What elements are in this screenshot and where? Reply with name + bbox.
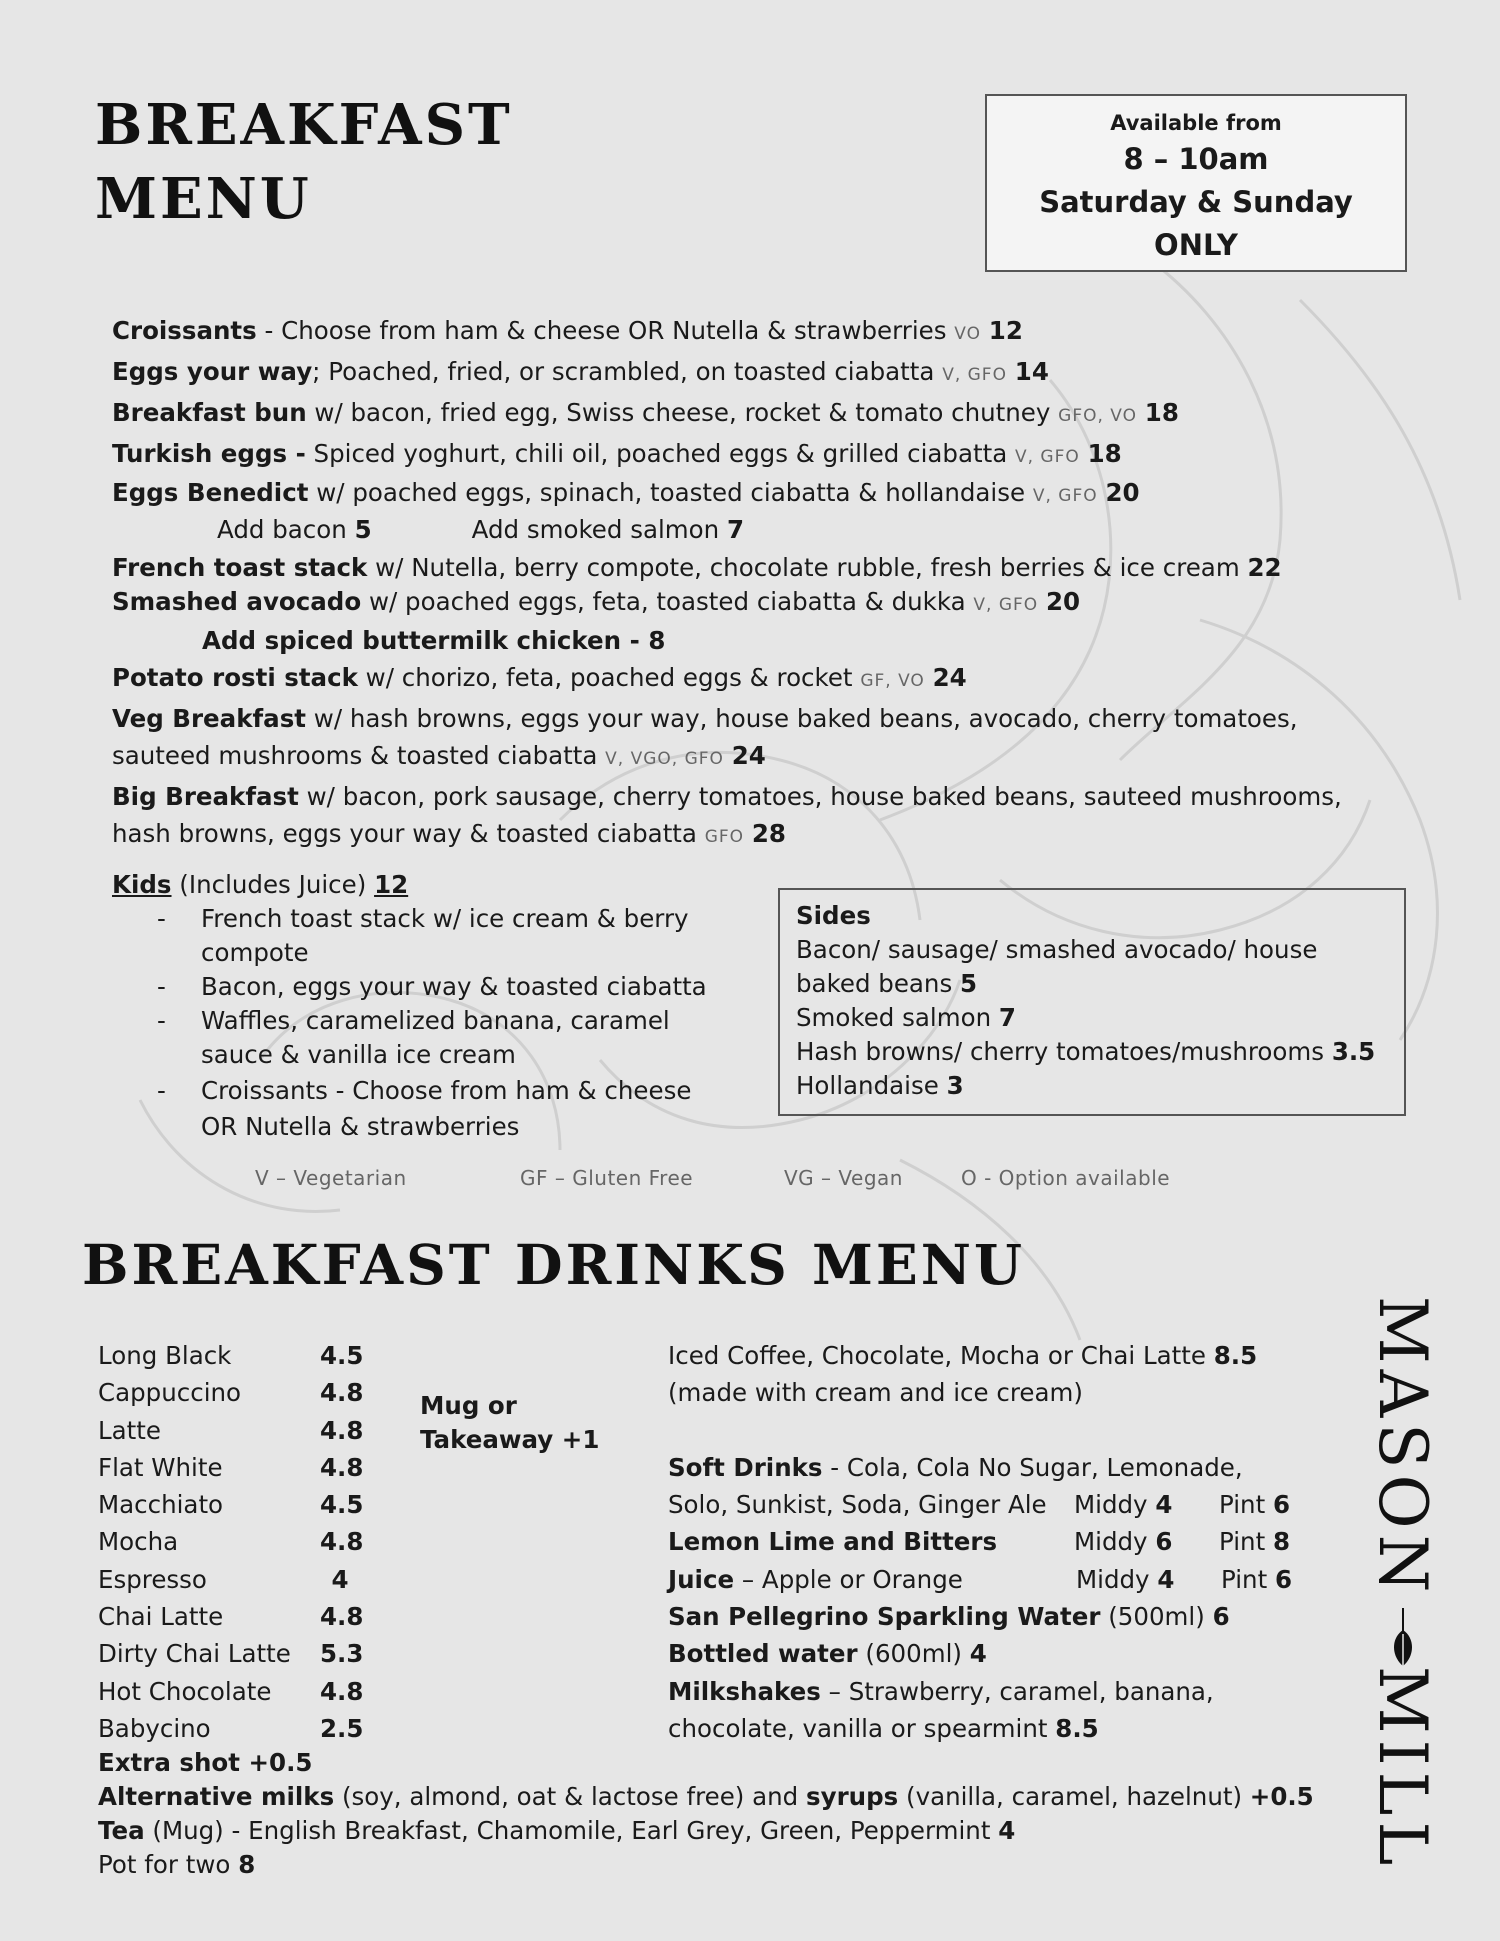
extras — [98, 1746, 1314, 1882]
legend-option: O - Option available — [961, 1166, 1171, 1190]
legend-vegan: VG – Vegan — [784, 1166, 903, 1190]
drink-line: (made with cream and ice cream) — [668, 1378, 1083, 1408]
kids-section — [112, 868, 732, 1144]
menu-item: French toast stack w/ Nutella, berry compote, chocolate rubble, fresh berries & ice cream 22 — [112, 553, 1282, 582]
masonmill-logo — [1362, 1296, 1446, 1906]
leaf-icon — [1394, 1630, 1412, 1666]
coffee-row: Mocha 4.8 — [98, 1527, 364, 1557]
title-line-2: MENU — [95, 166, 312, 232]
legend-gluten-free: GF – Gluten Free — [520, 1166, 694, 1190]
menu-item: Smashed avocado w/ poached eggs, feta, toasted ciabatta & dukka V, GFO 20 — [112, 587, 1081, 616]
mug-note-line-1: Mug or — [420, 1391, 517, 1420]
coffee-row: Long Black 4.5 — [98, 1341, 364, 1370]
drink-line: Bottled water (600ml) 4 — [668, 1639, 987, 1669]
drink-line: Iced Coffee, Chocolate, Mocha or Chai Latte 8.5 — [668, 1341, 1258, 1370]
mug-note — [420, 1389, 599, 1457]
coffee-list — [98, 1337, 378, 1747]
drink-line: Lemon Lime and Bitters Middy 6 Pint 8 — [668, 1527, 1291, 1557]
list-item: - Waffles, caramelized banana, caramel sauce & vanilla ice cream — [157, 1006, 670, 1069]
coffee-row: Macchiato 4.5 — [98, 1490, 364, 1520]
coffee-row: Hot Chocolate 4.8 — [98, 1676, 364, 1706]
legend-vegetarian: V – Vegetarian — [255, 1166, 407, 1190]
page-title — [95, 88, 513, 236]
drink-line: Milkshakes – Strawberry, caramel, banana, — [668, 1676, 1214, 1706]
menu-item: Eggs Benedict w/ poached eggs, spinach, toasted ciabatta & hollandaise V, GFO 20 — [112, 478, 1140, 507]
mug-note-line-2: Takeaway +1 — [420, 1425, 600, 1454]
sides-line: Smoked salmon 7 — [796, 1003, 1016, 1032]
drinks-title: BREAKFAST DRINKS MENU — [82, 1232, 1025, 1297]
tea-pot: Pot for two 8 — [98, 1850, 256, 1879]
drink-line: Solo, Sunkist, Soda, Ginger Ale Middy 4 Pint 6 — [668, 1490, 1291, 1520]
menu-item-continued: sauteed mushrooms & toasted ciabatta V, VGO, GFO 24 — [112, 741, 766, 770]
sides-line: baked beans 5 — [796, 969, 978, 998]
kids-heading: Kids (Includes Juice) 12 — [112, 870, 409, 899]
benedict-addons: Add bacon 5 Add smoked salmon 7 — [217, 515, 745, 544]
other-drinks — [668, 1337, 1328, 1747]
list-item: - French toast stack w/ ice cream & berry compote — [157, 904, 689, 967]
coffee-row: Espresso 4 — [98, 1564, 349, 1594]
menu-item: Potato rosti stack w/ chorizo, feta, poached eggs & rocket GF, VO 24 — [112, 663, 967, 692]
sides-heading: Sides — [796, 901, 871, 930]
avocado-addon: Add spiced buttermilk chicken - 8 — [202, 626, 666, 655]
tea: Tea (Mug) - English Breakfast, Chamomile, Earl Grey, Green, Peppermint 4 — [98, 1816, 1016, 1845]
menu-item: Turkish eggs - Spiced yoghurt, chili oil, poached eggs & grilled ciabatta V, GFO 18 — [112, 439, 1122, 468]
availability-box — [985, 94, 1407, 272]
menu-item: Big Breakfast w/ bacon, pork sausage, cherry tomatoes, house baked beans, sauteed mushrooms, — [112, 782, 1342, 811]
drink-line: chocolate, vanilla or spearmint 8.5 — [668, 1713, 1099, 1743]
sides-line: Hollandaise 3 — [796, 1071, 964, 1100]
menu-item-continued: hash browns, eggs your way & toasted ciabatta GFO 28 — [112, 819, 786, 848]
menu-item: Eggs your way; Poached, fried, or scrambled, on toasted ciabatta V, GFO 14 — [112, 357, 1049, 386]
drink-spacer — [668, 1412, 1328, 1449]
alt-milks: Alternative milks (soy, almond, oat & lactose free) and syrups (vanilla, caramel, hazelnut) +0.5 — [98, 1782, 1314, 1811]
availability-line-2: 8 – 10am — [1123, 142, 1269, 176]
availability-line-4: ONLY — [1154, 228, 1238, 262]
availability-line-1: Available from — [1110, 111, 1282, 135]
menu-item: Croissants - Choose from ham & cheese OR Nutella & strawberries VO 12 — [112, 316, 1023, 345]
breakfast-items — [112, 312, 1412, 856]
sides-line: Hash browns/ cherry tomatoes/mushrooms 3.5 — [796, 1037, 1376, 1066]
extra-shot: Extra shot +0.5 — [98, 1748, 313, 1777]
drink-line: Juice – Apple or Orange Middy 4 Pint 6 — [668, 1564, 1293, 1594]
list-item: - Bacon, eggs your way & toasted ciabatta — [157, 972, 707, 1001]
coffee-row: Babycino 2.5 — [98, 1713, 364, 1743]
coffee-row: Latte 4.8 — [98, 1415, 364, 1445]
coffee-row: Cappuccino 4.8 — [98, 1378, 364, 1408]
logo-text-mason: MASON — [1364, 1296, 1441, 1599]
menu-item: Breakfast bun w/ bacon, fried egg, Swiss cheese, rocket & tomato chutney GFO, VO 18 — [112, 398, 1179, 427]
sides-line: Bacon/ sausage/ smashed avocado/ house — [796, 935, 1318, 964]
drink-line: San Pellegrino Sparkling Water (500ml) 6 — [668, 1602, 1230, 1632]
list-item: - Croissants - Choose from ham & cheese OR Nutella & strawberries — [157, 1076, 692, 1141]
sides-box — [778, 888, 1406, 1116]
availability-line-3: Saturday & Sunday — [1039, 185, 1353, 219]
menu-item: Veg Breakfast w/ hash browns, eggs your way, house baked beans, avocado, cherry tomatoes, — [112, 704, 1298, 733]
coffee-row: Dirty Chai Latte 5.3 — [98, 1639, 364, 1669]
logo-text-mill: MILL — [1364, 1666, 1441, 1872]
coffee-row: Flat White 4.8 — [98, 1452, 364, 1482]
title-line-1: BREAKFAST — [95, 92, 513, 158]
coffee-row: Chai Latte 4.8 — [98, 1602, 364, 1632]
drink-line: Soft Drinks - Cola, Cola No Sugar, Lemonade, — [668, 1452, 1243, 1482]
